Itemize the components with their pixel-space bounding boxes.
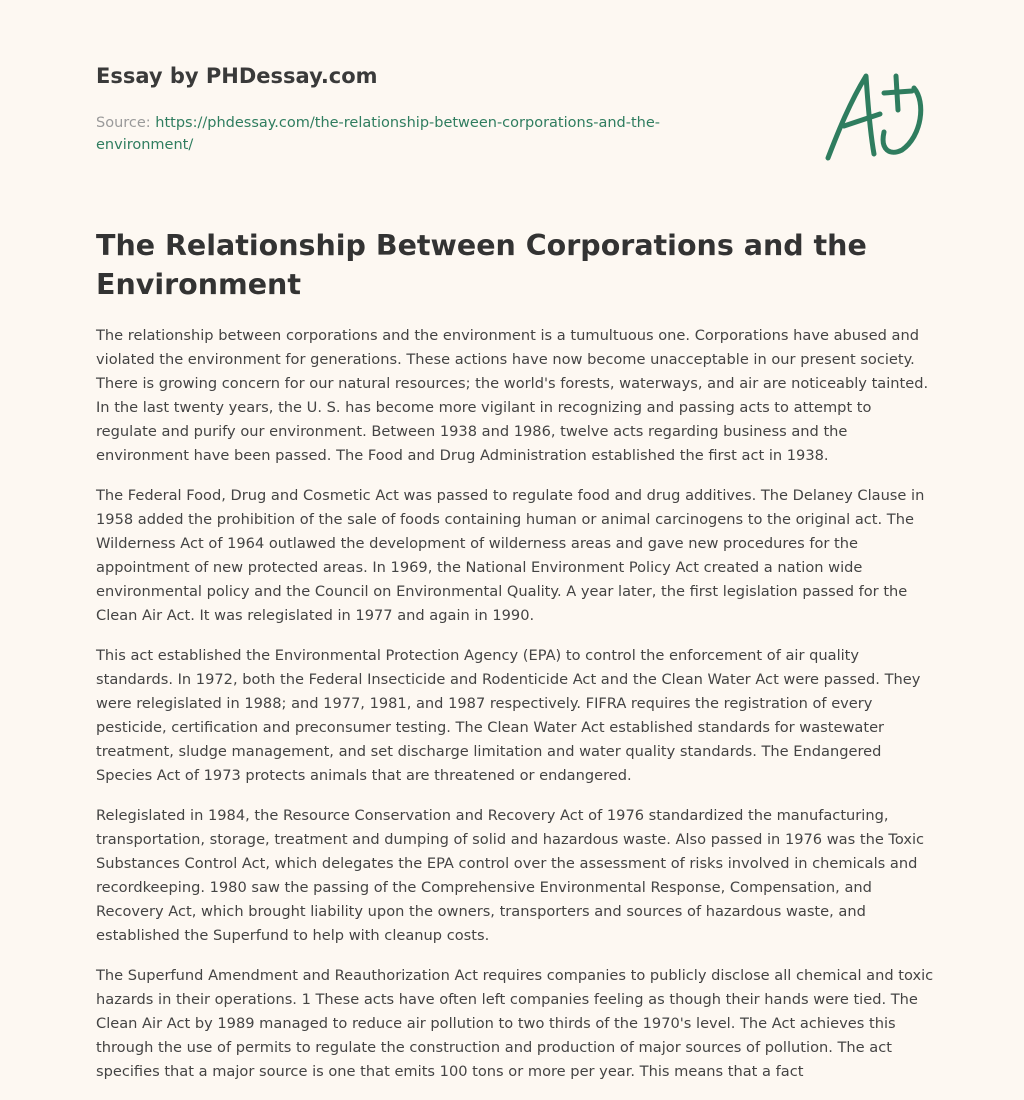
article-body [96,324,936,1100]
article-paragraph: The Superfund Amendment and Reauthorization Act requires companies to publicly disclose all chemical and toxic hazards in their operations. 1 These acts have often left companies feeling as though their hands were tied. The Clean Air Act by 1989 managed to reduce air pollution to two thirds of the 1970's level. The Act achieves this through the use of permits to regulate the construction and production of major sources of pollution. The act specifies that a major source is one that emits 100 tons or more per year. This means that a fact [96,967,934,1080]
source-line [96,112,716,156]
a-plus-logo-icon [818,66,930,166]
article-title: The Relationship Between Corporations and the Environment [96,229,867,301]
article-paragraph: Relegislated in 1984, the Resource Conservation and Recovery Act of 1976 standardized the manufacturing, transportation, storage, treatment and dumping of solid and hazardous waste. Also passed in 1976 was the Toxic Substances Control Act, which delegates the EPA control over the assessment of risks involved in chemicals and recordkeeping. 1980 saw the passing of the Comprehensive Environmental Response, Compensation, and Recovery Act, which brought liability upon the owners, transporters and sources of hazardous waste, and established the Superfund to help with cleanup costs. [96,807,925,944]
article-paragraph: This act established the Environmental Protection Agency (EPA) to control the enforcement of air quality standards. In 1972, both the Federal Insecticide and Rodenticide Act and the Clean Water Act were passed. They were relegislated in 1988; and 1977, 1981, and 1987 respectively. FIFRA requires the registration of every pesticide, certification and preconsumer testing. The Clean Water Act established standards for wastewater treatment, sludge management, and set discharge limitation and water quality standards. The Endangered Species Act of 1973 protects animals that are threatened or endangered. [96,647,921,784]
source-link[interactable]: https://phdessay.com/the-relationship-between-corporations-and-the-environment/ [96,115,661,153]
article-paragraph: The relationship between corporations and the environment is a tumultuous one. Corporations have abused and violated the environment for generations. These actions have now become unacceptable in our present society. There is growing concern for our natural resources; the world's forests, waterways, and air are noticeably tainted. In the last twenty years, the U. S. has become more vigilant in recognizing and passing acts to attempt to regulate and purify our environment. Between 1938 and 1986, twelve acts regarding business and the environment have been passed. The Food and Drug Administration established the first act in 1938. [96,327,929,464]
site-brand: Essay by PHDessay.com [96,64,378,88]
source-label: Source: [96,115,156,131]
article-paragraph: The Federal Food, Drug and Cosmetic Act was passed to regulate food and drug additives. The Delaney Clause in 1958 added the prohibition of the sale of foods containing human or animal carcinogens to the original act. The Wilderness Act of 1964 outlawed the development of wilderness areas and gave new procedures for the appointment of new protected areas. In 1969, the National Environment Policy Act created a nation wide environmental policy and the Council on Environmental Quality. A year later, the first legislation passed for the Clean Air Act. It was relegislated in 1977 and again in 1990. [96,487,925,624]
